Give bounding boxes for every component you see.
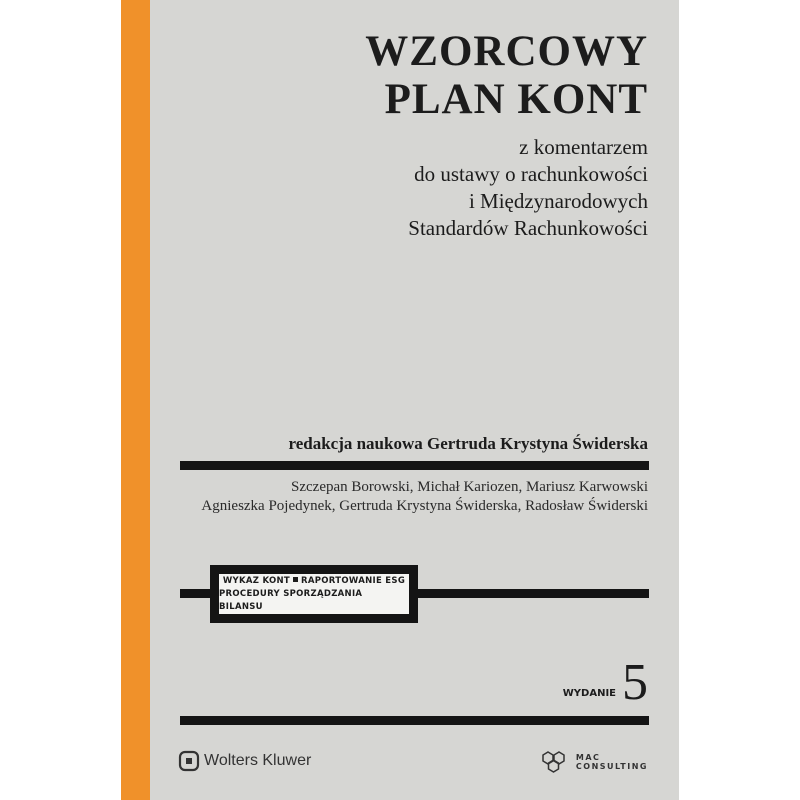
wolters-kluwer-logo-icon xyxy=(178,750,200,772)
book-title xyxy=(365,28,648,124)
edition xyxy=(562,654,648,711)
square-bullet-icon xyxy=(293,577,298,582)
publisher-logo xyxy=(178,750,311,772)
subtitle-line: z komentarzem xyxy=(519,135,648,159)
mac-consulting-hexagon-icon xyxy=(540,750,570,774)
book-cover xyxy=(150,0,679,800)
subtitle-line: i Międzynarodowych xyxy=(468,189,648,213)
topic: PROCEDURY SPORZĄDZANIA BILANSU xyxy=(219,588,363,612)
edition-number: 5 xyxy=(622,654,648,711)
topic: RAPORTOWANIE ESG xyxy=(301,575,406,586)
divider-bar xyxy=(180,716,649,725)
book-subtitle xyxy=(408,134,648,242)
authors xyxy=(201,478,648,516)
subtitle-line: do ustawy o rachunkowości xyxy=(414,162,648,186)
scientific-editor: redakcja naukowa Gertruda Krystyna Świderska xyxy=(288,434,648,453)
title-line-1: WZORCOWY xyxy=(365,28,648,75)
partner-line-2: CONSULTING xyxy=(575,762,648,771)
title-line-2: PLAN KONT xyxy=(384,76,648,123)
publisher-name: Wolters Kluwer xyxy=(204,752,312,769)
topic: WYKAZ KONT xyxy=(222,575,291,586)
subtitle-line: Standardów Rachunkowości xyxy=(408,216,648,240)
book-spine-stripe xyxy=(121,0,150,800)
partner-line-1: MAC xyxy=(575,753,601,762)
authors-line: Szczepan Borowski, Michał Kariozen, Mariusz Karwowski xyxy=(291,479,648,495)
divider-bar xyxy=(180,461,649,470)
topics-box xyxy=(210,565,418,623)
authors-line: Agnieszka Pojedynek, Gertruda Krystyna Świderska, Radosław Świderski xyxy=(201,498,648,514)
edition-label: WYDANIE xyxy=(562,688,616,699)
partner-logo xyxy=(540,750,648,774)
